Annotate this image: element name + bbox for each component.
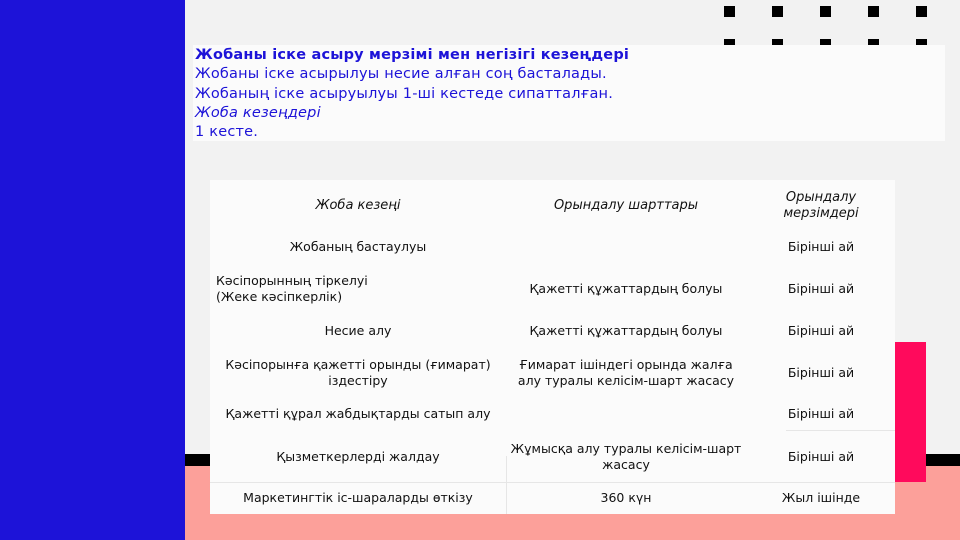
table-number: 1 кесте. (195, 124, 259, 140)
decor-dot (820, 6, 831, 17)
decor-dot (772, 6, 783, 17)
pink-accent-bar (895, 342, 926, 482)
table-cell: Бірінші ай (787, 365, 855, 380)
table-cell (506, 400, 746, 428)
table-cell: Жыл ішінде (781, 490, 861, 505)
table-cell: Бірінші ай (787, 323, 855, 338)
table-cell: Қажетті құжаттардың болуы (529, 281, 723, 296)
table-cell: Жобаның бастаулуы (289, 239, 427, 254)
table-cell: Жұмысқа алу туралы келісім-шарт жасасу (510, 441, 742, 472)
table-cell: Қызметкерлерді жалдау (276, 449, 440, 464)
table-cell: Кәсіпорынға қажетті орынды (ғимарат) іздестіру (225, 357, 491, 388)
header-deadlines: Орындалу мерзімдері (783, 190, 859, 221)
left-blue-bar (0, 0, 185, 540)
table-cell: Маркетингтік іс-шараларды өткізу (243, 490, 473, 505)
stages-table (210, 180, 895, 514)
intro-line-1: Жобаны іске асырылуы несие алған соң басталады. (195, 66, 607, 82)
slide-heading: Жобаны іске асыру мерзімі мен негізігі кезеңдері (195, 47, 630, 63)
table-cell: Бірінші ай (787, 239, 855, 254)
table-cell: Кәсіпорынның тіркелуі (Жеке кәсіпкерлік) (216, 273, 368, 304)
table-caption: Жоба кезеңдері (195, 105, 321, 121)
table-cell: 360 күн (600, 490, 652, 505)
header-conditions: Орындалу шарттары (553, 198, 699, 213)
table-divider (210, 482, 895, 483)
table-divider (786, 430, 895, 431)
decor-dot (868, 6, 879, 17)
table-cell: Бірінші ай (787, 281, 855, 296)
intro-text-box (193, 45, 945, 141)
table-cell: Ғимарат ішіндегі орында жалға алу туралы келісім-шарт жасасу (517, 357, 735, 388)
table-cell: Несие алу (324, 323, 392, 338)
table-cell: Қажетті құрал жабдықтарды сатып алу (225, 406, 491, 421)
table-cell: Бірінші ай (787, 449, 855, 464)
table-cell: Бірінші ай (787, 406, 855, 421)
header-stage: Жоба кезеңі (315, 198, 401, 213)
table-cell (506, 232, 746, 262)
intro-line-2: Жобаның іске асыруылуы 1-ші кестеде сипатталған. (195, 86, 614, 102)
decor-dot (916, 6, 927, 17)
table-cell: Қажетті құжаттардың болуы (529, 323, 723, 338)
decor-dot (724, 6, 735, 17)
